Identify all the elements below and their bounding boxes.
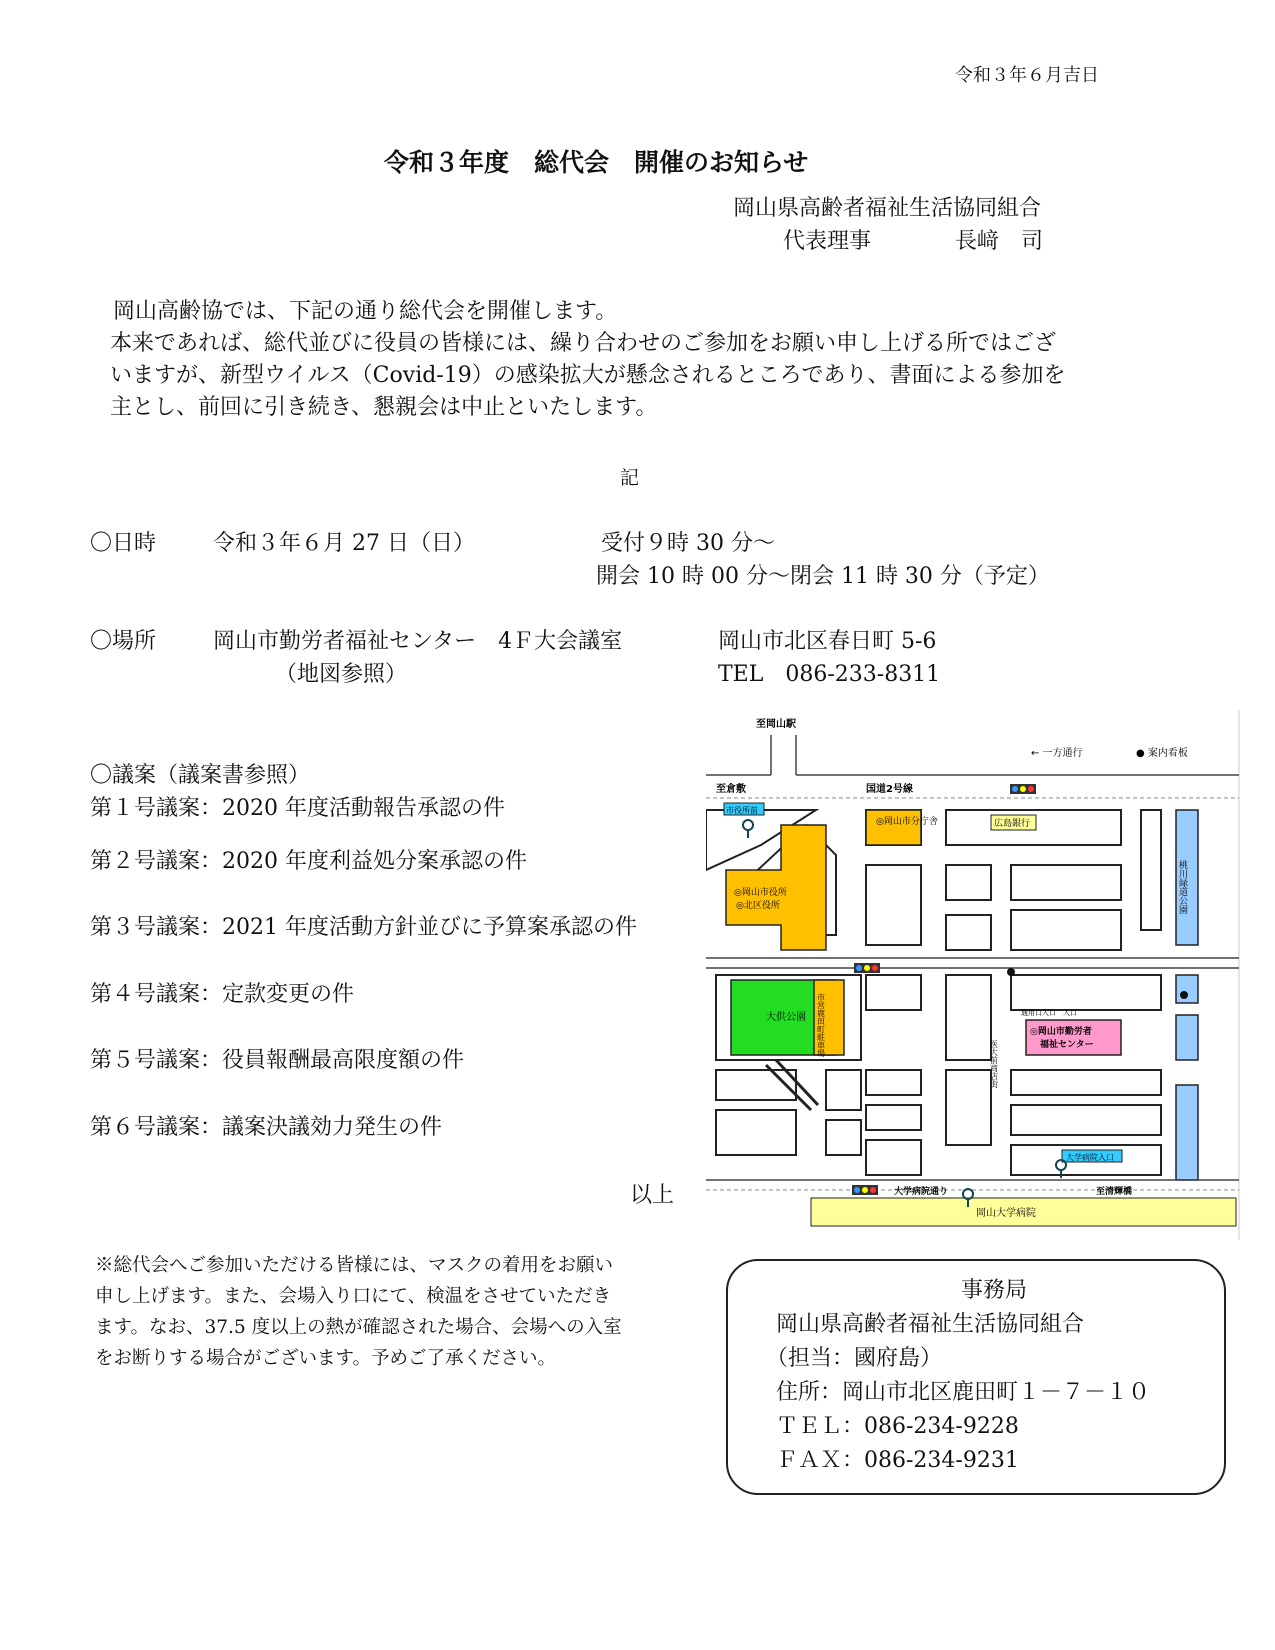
- map-hospital-street: 大学病院通り: [894, 1187, 949, 1197]
- traffic-signal-icon: [852, 1185, 878, 1195]
- map-park-right: 桃川緑道公園: [1177, 860, 1187, 914]
- intro-line-2: 本来であれば、総代並びに役員の皆様には、繰り合わせのご参加をお願い申し上げる所ではござ: [110, 331, 1057, 356]
- venue-name: 岡山市勤労者福祉センター 4Ｆ大会議室: [213, 629, 623, 654]
- agenda-end: 以上: [630, 1183, 675, 1208]
- map-hospital: 岡山大学病院: [976, 1208, 1036, 1219]
- intro-line-4: 主とし、前回に引き続き、懇親会は中止といたします。: [110, 395, 658, 420]
- map-kita-ward: ◎北区役所: [736, 901, 780, 911]
- agenda-item: 第１号議案：2020 年度活動報告承認の件: [90, 796, 505, 821]
- venue-address: 岡山市北区春日町 5-6: [718, 629, 937, 654]
- office-org: 岡山県高齢者福祉生活協同組合: [776, 1312, 1085, 1337]
- map-label-to-kurashiki: 至倉敷: [716, 784, 746, 795]
- venue-map: [706, 710, 1240, 1240]
- map-hospital-entrance: 大学病院入口: [1066, 1153, 1114, 1162]
- notice-line: ます。なお、37.5 度以上の熱が確認された場合、会場への入室: [95, 1317, 622, 1338]
- session-time: 開会 10 時 00 分～閉会 11 時 30 分（予定）: [596, 564, 1050, 589]
- office-heading: 事務局: [961, 1278, 1028, 1303]
- issue-date: 令和３年６月吉日: [955, 65, 1099, 86]
- map-oku-park: 大供公園: [766, 1012, 806, 1023]
- notice-line: をお断りする場合がございます。予めご了承ください。: [95, 1348, 557, 1369]
- ki-mark: 記: [620, 467, 640, 489]
- place-label: 〇場所: [90, 629, 157, 654]
- office-tel: ＴＥＬ：086-234-9228: [776, 1414, 1019, 1439]
- agenda-item: 第６号議案：議案決議効力発生の件: [90, 1115, 443, 1140]
- map-hiroshima-bank: 広島銀行: [994, 819, 1031, 829]
- intro-line-1: 岡山高齢協では、下記の通り総代会を開催します。: [113, 299, 618, 324]
- intro-line-3: いますが、新型ウイルス（Covid-19）の感染拡大が懸念されるところであり、書面による参加を: [110, 363, 1066, 388]
- agenda-item: 第４号議案：定款変更の件: [90, 982, 355, 1007]
- map-label-to-station: 至岡山駅: [756, 719, 796, 730]
- map-venue: ◎岡山市勤労者: [1030, 1027, 1092, 1037]
- notice-line: 申し上げます。また、会場入り口にて、検温をさせていただき: [95, 1286, 612, 1307]
- map-branch-office: ◎岡山市分庁舎: [876, 817, 938, 827]
- office-contact-person: （担当：國府島）: [766, 1346, 943, 1371]
- map-to-seiki: 至清輝橋: [1096, 1187, 1133, 1197]
- map-shopping-street: 医大前商店街: [989, 1040, 999, 1088]
- map-legend-sign: ● 案内看板: [1136, 748, 1188, 759]
- map-legend-oneway: ← 一方通行: [1031, 748, 1083, 759]
- map-city-hall: ◎岡山市役所: [734, 888, 787, 898]
- representative-name: 長﨑 司: [955, 229, 1044, 254]
- map-venue-entrance: 通用口入口 入口: [1021, 1009, 1077, 1017]
- venue-tel: TEL 086-233-8311: [718, 662, 941, 687]
- datetime-label: 〇日時: [90, 531, 157, 556]
- office-address: 住所：岡山市北区鹿田町１－７－１０: [776, 1380, 1151, 1405]
- meeting-date: 令和３年６月 27 日（日）: [213, 531, 475, 556]
- map-parking: 市営鹿田町駐車場: [816, 993, 826, 1057]
- agenda-item: 第５号議案：役員報酬最高限度額の件: [90, 1048, 465, 1073]
- agenda-heading: 〇議案（議案書参照）: [90, 763, 311, 788]
- map-city-hall-front: 市役所前: [726, 806, 758, 815]
- reception-time: 受付９時 30 分～: [601, 531, 775, 556]
- representative-title: 代表理事: [783, 229, 872, 254]
- page-title: 令和３年度 総代会 開催のお知らせ: [384, 148, 809, 177]
- organization-name: 岡山県高齢者福祉生活協同組合: [733, 196, 1042, 221]
- traffic-signal-icon: [1010, 784, 1036, 794]
- office-contact-box: [726, 1259, 1226, 1495]
- map-label-route2: 国道2号線: [866, 784, 913, 795]
- agenda-item: 第２号議案：2020 年度利益処分案承認の件: [90, 849, 527, 874]
- notice-line: ※総代会へご参加いただける皆様には、マスクの着用をお願い: [95, 1255, 614, 1276]
- map-reference: （地図参照）: [275, 662, 408, 687]
- traffic-signal-icon: [854, 963, 880, 973]
- map-venue-2: 福祉センター: [1040, 1040, 1094, 1050]
- office-fax: ＦＡＸ：086-234-9231: [776, 1448, 1019, 1473]
- agenda-item: 第３号議案：2021 年度活動方針並びに予算案承認の件: [90, 915, 637, 940]
